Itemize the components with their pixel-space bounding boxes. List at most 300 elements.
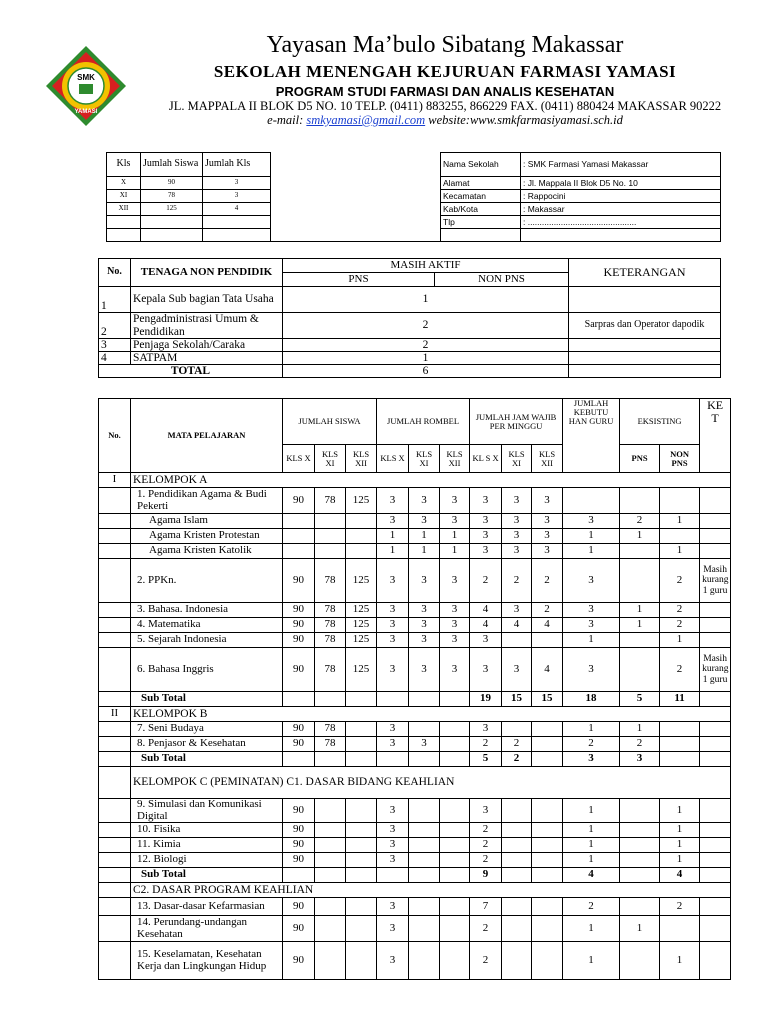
info-label: Nama Sekolah: [441, 153, 521, 177]
rombel-cell: [440, 799, 470, 823]
header-jumlah-siswa: Jumlah Siswa: [141, 153, 203, 177]
header-kls: Kls: [107, 153, 141, 177]
table-row: [99, 473, 731, 488]
jam-cell: 2: [470, 559, 502, 603]
jam-cell: [532, 853, 563, 868]
jam-cell: 2: [470, 823, 502, 838]
empty-cell: [283, 752, 315, 767]
subject-name: 11. Kimia: [131, 838, 283, 853]
kls-cell: XI: [107, 190, 141, 203]
empty-cell: [441, 229, 521, 242]
website-link[interactable]: www.smkfarmasiyamasi.sch.id: [469, 113, 623, 127]
rombel-cell: [409, 799, 440, 823]
rombel-cell: 1: [377, 529, 409, 544]
table-row: [99, 868, 731, 883]
row-no: [99, 618, 131, 633]
staff-total-label: TOTAL: [99, 365, 283, 378]
staff-non-pns: 2: [283, 339, 569, 352]
subject-name: 1. Pendidikan Agama & Budi Pekerti: [131, 488, 283, 514]
table-row: [99, 722, 731, 737]
pns-cell: 1: [620, 916, 660, 942]
rombel-cell: 3: [440, 488, 470, 514]
siswa-cell: 125: [346, 603, 377, 618]
pns-cell: [620, 648, 660, 692]
jam-cell: 3: [502, 514, 532, 529]
siswa-cell: [283, 514, 315, 529]
kebutuhan-cell: 1: [563, 799, 620, 823]
row-no: [99, 488, 131, 514]
jam-cell: 3: [470, 514, 502, 529]
table-row: [99, 633, 731, 648]
table-row: [99, 707, 731, 722]
row-no: [99, 529, 131, 544]
info-label: Alamat: [441, 177, 521, 190]
staff-ket: [569, 339, 721, 352]
jam-cell: [502, 898, 532, 916]
jam-cell: 2: [470, 942, 502, 980]
spacer-cell: [271, 203, 441, 216]
non-pns-cell: 1: [660, 853, 700, 868]
siswa-cell: [283, 544, 315, 559]
subtotal-label: Sub Total: [131, 868, 283, 883]
staff-name: Kepala Sub bagian Tata Usaha: [131, 287, 283, 313]
jam-cell: 3: [470, 488, 502, 514]
empty-cell: [409, 692, 440, 707]
kebutuhan-cell: 2: [563, 737, 620, 752]
staff-name: SATPAM: [131, 352, 283, 365]
empty-cell: [569, 365, 721, 378]
rombel-cell: 3: [409, 737, 440, 752]
subtotal-kebutuhan: 3: [563, 752, 620, 767]
info-value: : Rappocini: [521, 190, 721, 203]
non-pns-cell: 2: [660, 898, 700, 916]
table-row: [99, 514, 731, 529]
rombel-cell: 3: [377, 633, 409, 648]
siswa-cell: 90: [283, 898, 315, 916]
table-row: [99, 883, 731, 898]
subject-name: 5. Sejarah Indonesia: [131, 633, 283, 648]
jam-cell: [502, 799, 532, 823]
jam-cell: [532, 633, 563, 648]
group-no: II: [99, 707, 131, 722]
non-pns-cell: 2: [660, 648, 700, 692]
empty-cell: [440, 868, 470, 883]
rombel-cell: 3: [440, 603, 470, 618]
jam-cell: [532, 799, 563, 823]
header-non-pns: NON PNS: [435, 273, 569, 287]
rombel-cell: 3: [377, 603, 409, 618]
school-info-table: [106, 152, 721, 242]
siswa-cell: 125: [346, 488, 377, 514]
info-value: : Makassar: [521, 203, 721, 216]
kebutuhan-cell: 1: [563, 722, 620, 737]
spacer-cell: [271, 177, 441, 190]
kebutuhan-cell: 1: [563, 544, 620, 559]
subject-name: 2. PPKn.: [131, 559, 283, 603]
logo-text: SMK: [77, 73, 95, 82]
rombel-cell: [440, 853, 470, 868]
ket-cell: [700, 488, 731, 514]
empty-cell: [315, 868, 346, 883]
rombel-cell: [440, 898, 470, 916]
siswa-cell: [315, 544, 346, 559]
spacer-cell: [271, 190, 441, 203]
table-row: [99, 916, 731, 942]
siswa-cell: [346, 853, 377, 868]
jam-cell: [502, 823, 532, 838]
rombel-cell: [440, 916, 470, 942]
non-pns-cell: [660, 488, 700, 514]
table-row: [99, 942, 731, 980]
ket-cell: Masih kurang 1 guru: [700, 559, 731, 603]
kebutuhan-cell: 3: [563, 603, 620, 618]
siswa-cell: 90: [283, 618, 315, 633]
siswa-cell: [315, 898, 346, 916]
non-pns-cell: [660, 529, 700, 544]
rombel-cell: 3: [377, 648, 409, 692]
jam-cell: 2: [502, 559, 532, 603]
subtotal-jam: 15: [532, 692, 563, 707]
ket-cell: [700, 722, 731, 737]
kebutuhan-cell: 3: [563, 648, 620, 692]
ket-cell: [700, 916, 731, 942]
siswa-cell: [346, 544, 377, 559]
spacer-cell: [271, 216, 441, 229]
header-non-pns: NON PNS: [660, 445, 700, 473]
pns-cell: [620, 823, 660, 838]
logo-book-icon: [79, 84, 93, 94]
foundation-name: Yayasan Ma’bulo Sibatang Makassar: [266, 32, 624, 58]
rombel-cell: 3: [377, 488, 409, 514]
empty-cell: [141, 216, 203, 229]
siswa-cell: 90: [283, 722, 315, 737]
non-pns-cell: 1: [660, 799, 700, 823]
subtotal-pns: [620, 868, 660, 883]
non-pns-cell: 1: [660, 514, 700, 529]
subject-name: Agama Islam: [131, 514, 283, 529]
rombel-cell: 3: [377, 559, 409, 603]
info-label: Kecamatan: [441, 190, 521, 203]
rombel-cell: 1: [440, 529, 470, 544]
staff-table: [98, 258, 721, 378]
row-no: [99, 544, 131, 559]
school-name: SEKOLAH MENENGAH KEJURUAN FARMASI YAMASI: [213, 62, 677, 81]
info-value: : Jl. Mappala II Blok D5 No. 10: [521, 177, 721, 190]
group-no: [99, 767, 131, 799]
jam-cell: 4: [470, 618, 502, 633]
jam-cell: 4: [470, 603, 502, 618]
jam-cell: 3: [532, 514, 563, 529]
pns-cell: [620, 799, 660, 823]
subtotal-jam: 19: [470, 692, 502, 707]
jam-cell: 4: [532, 648, 563, 692]
staff-name: Penjaga Sekolah/Caraka: [131, 339, 283, 352]
header-jumlah-rombel: JUMLAH ROMBEL: [377, 399, 470, 445]
row-no: [99, 898, 131, 916]
siswa-cell: 90: [141, 177, 203, 190]
rombel-cell: 1: [409, 529, 440, 544]
kls-cell: XII: [107, 203, 141, 216]
table-row: [99, 752, 731, 767]
subject-name: 10. Fisika: [131, 823, 283, 838]
group-no: I: [99, 473, 131, 488]
siswa-cell: 78: [315, 559, 346, 603]
empty-cell: [283, 868, 315, 883]
rombel-cell: 3: [409, 618, 440, 633]
jkls-cell: 3: [203, 177, 271, 190]
table-row: [99, 823, 731, 838]
pns-cell: [620, 838, 660, 853]
rombel-cell: [409, 898, 440, 916]
staff-total: 6: [283, 365, 569, 378]
table-row: [99, 559, 731, 603]
contact-line: [130, 113, 760, 128]
row-no: [99, 942, 131, 980]
siswa-cell: 90: [283, 603, 315, 618]
email-link[interactable]: smkyamasi@gmail.com: [306, 113, 426, 127]
jam-cell: [532, 838, 563, 853]
siswa-cell: 78: [315, 618, 346, 633]
siswa-cell: 125: [346, 559, 377, 603]
siswa-cell: [315, 514, 346, 529]
siswa-cell: [315, 853, 346, 868]
jkls-cell: 4: [203, 203, 271, 216]
kebutuhan-cell: 1: [563, 823, 620, 838]
siswa-cell: [315, 838, 346, 853]
rombel-cell: 3: [409, 488, 440, 514]
pns-cell: [620, 544, 660, 559]
subtotal-non-pns: 4: [660, 868, 700, 883]
pns-cell: [620, 559, 660, 603]
rombel-cell: 3: [377, 942, 409, 980]
row-no: [99, 692, 131, 707]
jam-cell: 3: [502, 544, 532, 559]
subtotal-jam: [502, 868, 532, 883]
subtotal-label: Sub Total: [131, 752, 283, 767]
header-pns: PNS: [283, 273, 435, 287]
info-value: : ..............................................: [521, 216, 721, 229]
ket-cell: [700, 737, 731, 752]
jam-cell: [532, 916, 563, 942]
siswa-cell: 90: [283, 488, 315, 514]
table-row: [99, 898, 731, 916]
siswa-cell: 78: [315, 633, 346, 648]
row-no: [99, 752, 131, 767]
jam-cell: 3: [470, 544, 502, 559]
siswa-cell: [346, 823, 377, 838]
siswa-cell: 125: [141, 203, 203, 216]
pns-cell: [620, 853, 660, 868]
subtotal-kebutuhan: 18: [563, 692, 620, 707]
empty-cell: [440, 752, 470, 767]
header-jumlah-kls: Jumlah Kls: [203, 153, 271, 177]
kebutuhan-cell: 2: [563, 898, 620, 916]
group-label: C2. DASAR PROGRAM KEAHLIAN: [131, 883, 731, 898]
header-keterangan: KETERANGAN: [569, 259, 721, 287]
jam-cell: [502, 853, 532, 868]
siswa-cell: 90: [283, 799, 315, 823]
header-kls-xii: KLS XII: [532, 445, 563, 473]
staff-no: 2: [99, 313, 131, 339]
jam-cell: 2: [470, 853, 502, 868]
info-label: Kab/Kota: [441, 203, 521, 216]
rombel-cell: [409, 942, 440, 980]
jam-cell: [532, 942, 563, 980]
subject-name: 12. Biologi: [131, 853, 283, 868]
empty-cell: [377, 868, 409, 883]
subtotal-jam: 2: [502, 752, 532, 767]
jam-cell: 2: [532, 559, 563, 603]
siswa-cell: 90: [283, 916, 315, 942]
pns-cell: 1: [620, 529, 660, 544]
jam-cell: [502, 633, 532, 648]
siswa-cell: [346, 514, 377, 529]
subject-name: Agama Kristen Protestan: [131, 529, 283, 544]
empty-cell: [107, 229, 141, 242]
table-row: [99, 618, 731, 633]
subject-name: 14. Perundang-undangan Kesehatan: [131, 916, 283, 942]
program-name: PROGRAM STUDI FARMASI DAN ANALIS KESEHATAN: [275, 84, 615, 99]
rombel-cell: [409, 916, 440, 942]
rombel-cell: 3: [377, 898, 409, 916]
siswa-cell: [315, 942, 346, 980]
siswa-cell: [346, 942, 377, 980]
non-pns-cell: 1: [660, 942, 700, 980]
rombel-cell: 3: [409, 559, 440, 603]
ket-cell: [700, 544, 731, 559]
staff-non-pns: 2: [283, 313, 569, 339]
rombel-cell: 3: [377, 916, 409, 942]
subjects-body: [99, 473, 731, 980]
row-no: [99, 648, 131, 692]
empty-cell: [346, 752, 377, 767]
siswa-cell: 90: [283, 559, 315, 603]
empty-cell: [521, 229, 721, 242]
ket-cell: [700, 514, 731, 529]
ket-cell: [700, 838, 731, 853]
spacer-cell: [271, 229, 441, 242]
staff-no: 1: [99, 287, 131, 313]
non-pns-cell: 2: [660, 603, 700, 618]
rombel-cell: 3: [377, 618, 409, 633]
header-kls-xi: KLS XI: [409, 445, 440, 473]
group-no: [99, 883, 131, 898]
table-row: [99, 692, 731, 707]
jam-cell: 2: [532, 603, 563, 618]
siswa-cell: [346, 838, 377, 853]
group-label: KELOMPOK B: [131, 707, 731, 722]
jam-cell: 3: [470, 529, 502, 544]
group-label: KELOMPOK A: [131, 473, 731, 488]
siswa-cell: 90: [283, 823, 315, 838]
siswa-cell: 90: [283, 648, 315, 692]
row-no: [99, 514, 131, 529]
jam-cell: 2: [502, 737, 532, 752]
header-kl-sx: KL S X: [470, 445, 502, 473]
row-no: [99, 838, 131, 853]
empty-cell: [700, 868, 731, 883]
empty-cell: [409, 752, 440, 767]
empty-cell: [315, 752, 346, 767]
kebutuhan-cell: 1: [563, 942, 620, 980]
jam-cell: [502, 722, 532, 737]
siswa-cell: 125: [346, 633, 377, 648]
jam-cell: [532, 737, 563, 752]
group-label: KELOMPOK C (PEMINATAN) C1. DASAR BIDANG KEAHLIAN: [131, 767, 731, 799]
header-kebutuhan-guru: JUMLAH KEBUTU HAN GURU: [563, 399, 620, 473]
subtotal-jam: 5: [470, 752, 502, 767]
siswa-cell: 78: [315, 737, 346, 752]
email-label: e-mail:: [267, 113, 307, 127]
jam-cell: [502, 942, 532, 980]
pns-cell: [620, 898, 660, 916]
siswa-cell: 90: [283, 942, 315, 980]
non-pns-cell: 1: [660, 544, 700, 559]
empty-cell: [440, 692, 470, 707]
rombel-cell: 3: [409, 603, 440, 618]
non-pns-cell: [660, 722, 700, 737]
subtotal-non-pns: 11: [660, 692, 700, 707]
subtotal-jam: [532, 868, 563, 883]
siswa-cell: 78: [315, 603, 346, 618]
ket-cell: [700, 853, 731, 868]
subject-name: 15. Keselamatan, Kesehatan Kerja dan Lingkungan Hidup: [131, 942, 283, 980]
siswa-cell: [346, 529, 377, 544]
rombel-cell: 3: [409, 633, 440, 648]
header-kls-x: KLS X: [377, 445, 409, 473]
subtotal-pns: 3: [620, 752, 660, 767]
rombel-cell: [440, 823, 470, 838]
siswa-cell: 90: [283, 737, 315, 752]
siswa-cell: 78: [315, 648, 346, 692]
empty-cell: [107, 216, 141, 229]
kebutuhan-cell: 1: [563, 633, 620, 648]
jam-cell: 4: [502, 618, 532, 633]
table-row: [99, 767, 731, 799]
subject-name: 3. Bahasa. Indonesia: [131, 603, 283, 618]
ket-cell: [700, 799, 731, 823]
pns-cell: 1: [620, 603, 660, 618]
ket-cell: [700, 942, 731, 980]
empty-cell: [315, 692, 346, 707]
rombel-cell: 3: [377, 799, 409, 823]
empty-cell: [377, 692, 409, 707]
jam-cell: [532, 722, 563, 737]
header-no: No.: [99, 259, 131, 287]
table-row: [99, 737, 731, 752]
row-no: [99, 853, 131, 868]
staff-name: Pengadministrasi Umum & Pendidikan: [131, 313, 283, 339]
jam-cell: 3: [470, 633, 502, 648]
staff-ket: Sarpras dan Operator dapodik: [569, 313, 721, 339]
jam-cell: [502, 838, 532, 853]
staff-ket: [569, 352, 721, 365]
table-row: [99, 648, 731, 692]
pns-cell: 1: [620, 618, 660, 633]
ket-cell: [700, 603, 731, 618]
empty-cell: [346, 868, 377, 883]
table-row: [99, 488, 731, 514]
rombel-cell: [409, 853, 440, 868]
siswa-cell: [346, 916, 377, 942]
table-row: [99, 853, 731, 868]
info-label: Tlp: [441, 216, 521, 229]
subtotal-kebutuhan: 4: [563, 868, 620, 883]
header-kls-xi: KLS XI: [315, 445, 346, 473]
siswa-cell: [315, 799, 346, 823]
subtotal-jam: 15: [502, 692, 532, 707]
non-pns-cell: 2: [660, 618, 700, 633]
